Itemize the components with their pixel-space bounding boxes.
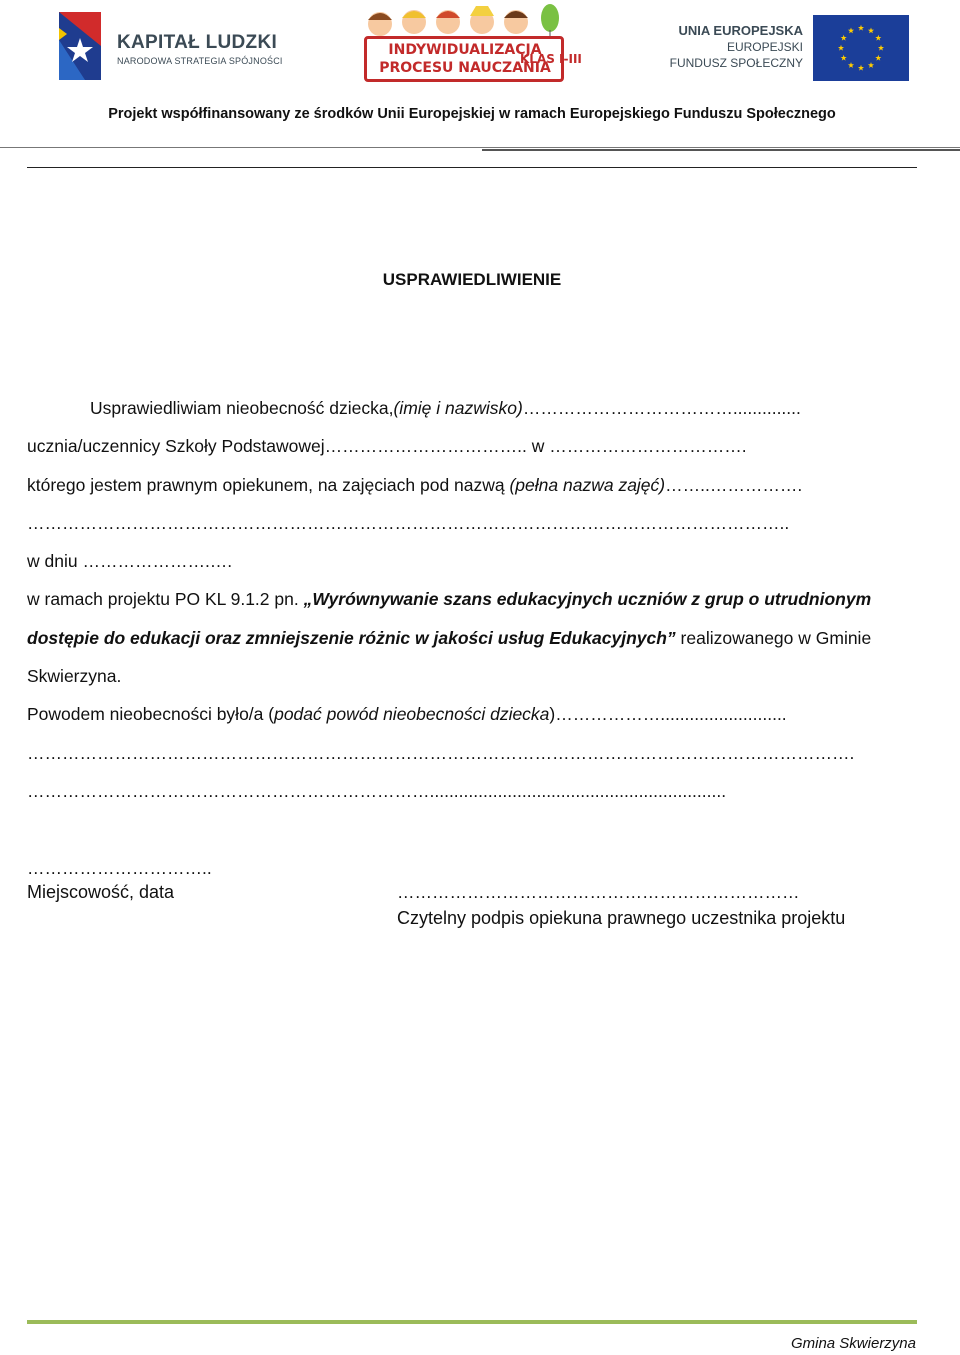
- classes-continuation-blank[interactable]: …………………………………………………………………………………………………………………..: [27, 513, 790, 533]
- classes-hint: (pełna nazwa zajęć): [509, 475, 666, 495]
- kapital-ludzki-logo: [55, 10, 283, 84]
- kapital-ludzki-title: KAPITAŁ LUDZKI: [117, 32, 278, 53]
- project-name-part2: dostępie do edukacji oraz zmniejszenie różnic w jakości usług Edukacyjnych”: [27, 628, 676, 648]
- signature-blank[interactable]: ……………………………………………………………: [397, 882, 800, 902]
- ue-text-block: [670, 23, 803, 71]
- project-name-part1: „Wyrównywanie szans edukacyjnych uczniów z grup o utrudnionym: [303, 589, 872, 609]
- ue-line2: EUROPEJSKI: [726, 40, 803, 54]
- project-text: w ramach projektu PO KL 9.1.2 pn.: [27, 589, 304, 609]
- child-name-hint: (imię i nazwisko): [393, 398, 523, 418]
- kapital-ludzki-subtitle: NARODOWA STRATEGIA SPÓJNOŚCI: [117, 56, 283, 66]
- indywidualizacja-klas: KLAS I-III: [520, 52, 582, 66]
- child-name-blank[interactable]: ………………………………..............: [522, 398, 801, 418]
- reason-blank-line-1[interactable]: …………………………………………………………………………………………………………………………….: [27, 743, 855, 763]
- ue-line3: FUNDUSZ SPOŁECZNY: [669, 56, 803, 70]
- content-top-rule: [27, 167, 917, 168]
- reason-blank[interactable]: )………………..........................: [549, 704, 787, 724]
- project-line-continued: [27, 628, 871, 649]
- indywidualizacja-line2: PROCESU NAUCZANIA: [379, 60, 551, 76]
- reason-blank-line-2[interactable]: …………………………………………………………….............................................................: [27, 781, 727, 801]
- indywidualizacja-line1: INDYWIDUALIZACJA: [388, 42, 542, 58]
- unia-europejska-logo: [668, 15, 913, 83]
- classes-blank[interactable]: ……..…………….: [665, 475, 803, 495]
- header-divider: [0, 147, 960, 148]
- project-municipality: Skwierzyna.: [27, 666, 122, 686]
- footer-municipality: Gmina Skwierzyna: [790, 1335, 916, 1352]
- date-line[interactable]: w dniu ………………….….: [27, 551, 233, 571]
- excuse-line-child-name: [90, 398, 801, 419]
- reason-text: Powodem nieobecności było/a (: [27, 704, 275, 724]
- place-date-label: Miejscowość, data: [27, 882, 175, 902]
- footer-rule: [27, 1320, 917, 1324]
- reason-hint: podać powód nieobecności dziecka: [274, 704, 550, 724]
- project-line: [27, 589, 871, 610]
- excuse-text: Usprawiedliwiam nieobecność dziecka,: [90, 398, 394, 418]
- header-divider-accent: [482, 149, 960, 151]
- signature-label: Czytelny podpis opiekuna prawnego uczestnika projektu: [397, 908, 846, 928]
- reason-line: [27, 704, 787, 725]
- indywidualizacja-logo: [352, 0, 607, 90]
- school-line[interactable]: ucznia/uczennicy Szkoły Podstawowej…………………………….. w …………………………….: [27, 436, 747, 456]
- classes-line: [27, 475, 802, 496]
- place-date-blank[interactable]: …………………………..: [27, 858, 212, 878]
- project-location-text: realizowanego w Gminie: [675, 628, 872, 648]
- ue-line1: UNIA EUROPEJSKA: [678, 23, 803, 38]
- kapital-ludzki-emblem-icon: [55, 10, 105, 82]
- eu-flag-icon: [813, 15, 909, 81]
- classes-text: którego jestem prawnym opiekunem, na zajęciach pod nazwą: [27, 475, 510, 495]
- document-title: USPRAWIEDLIWIENIE: [382, 270, 562, 289]
- cofunding-statement: Projekt współfinansowany ze środków Unii Europejskiej w ramach Europejskiego Funduszu Społecznego: [108, 106, 836, 122]
